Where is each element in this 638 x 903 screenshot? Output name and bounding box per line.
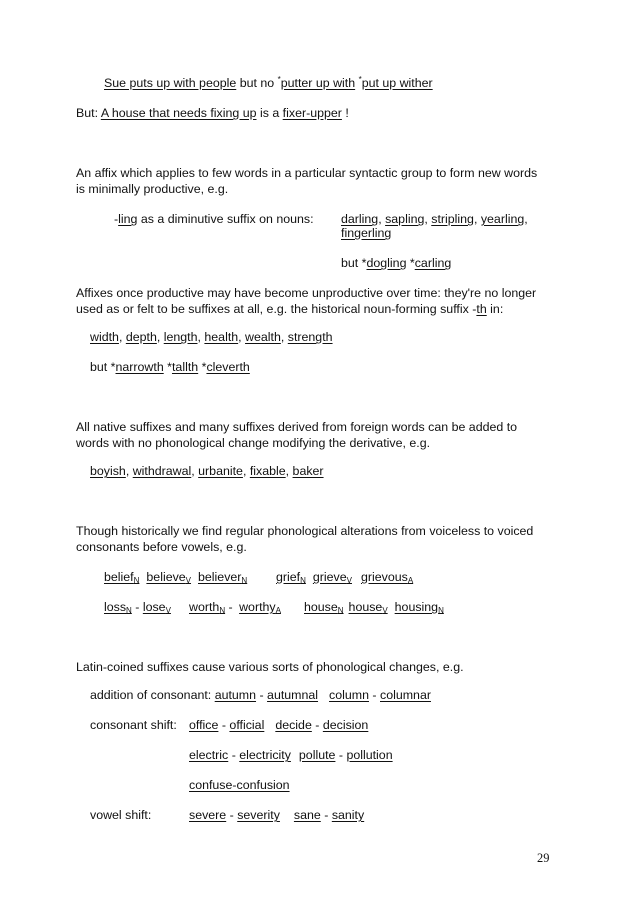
paragraph-line: Affixes once productive may have become unproductive over time: they're no longer — [76, 286, 537, 300]
th-counterexamples: but *narrowth *tallth *cleverth — [90, 360, 250, 374]
alternation-row-2: loss$_N$ - lose$_V$ — [104, 600, 171, 615]
example-line-fixer-upper: But: A house that needs fixing up is a fixer-upper ! — [76, 106, 349, 120]
addition-of-consonant-row: addition of consonant: autumn - autumnal column - columnar — [90, 688, 431, 702]
paragraph-line: is minimally productive, e.g. — [76, 182, 229, 196]
paragraph-line: An affix which applies to few words in a particular syntactic group to form new words — [76, 166, 538, 180]
paragraph-line: All native suffixes and many suffixes derived from foreign words can be added to — [76, 420, 518, 434]
alternation-row-2b: worth$_N$ - worthy$_A$ — [189, 600, 281, 615]
phrase: Sue puts up with people — [104, 76, 237, 90]
ling-examples-cont: fingerling — [341, 226, 392, 240]
consonant-shift-row-3: confuse-confusion — [189, 778, 290, 792]
consonant-shift-label: consonant shift: — [90, 718, 177, 732]
paragraph-line: used as or felt to be suffixes at all, e.g. the historical noun-forming suffix -th in: — [76, 302, 504, 316]
alternation-row-2c: house$_N$ house$_V$ housing$_N$ — [304, 600, 444, 615]
alternation-row-1: belief$_N$ believe$_V$ believer$_N$ — [104, 570, 248, 585]
paragraph-line: Though historically we find regular phonological alterations from voiceless to voiced — [76, 524, 534, 538]
native-suffix-examples: boyish, withdrawal, urbanite, fixable, baker — [90, 464, 324, 478]
paragraph-line: Latin-coined suffixes cause various sorts of phonological changes, e.g. — [76, 660, 464, 674]
ling-examples: darling, sapling, stripling, yearling, — [341, 212, 528, 226]
ling-description: -ling as a diminutive suffix on nouns: — [114, 212, 314, 226]
paragraph-line: words with no phonological change modifying the derivative, e.g. — [76, 436, 431, 450]
th-examples: width, depth, length, health, wealth, strength — [90, 330, 333, 344]
consonant-shift-row-2: electric - electricity pollute - pollution — [189, 748, 393, 762]
consonant-shift-row-1: office - official decide - decision — [189, 718, 369, 732]
alternation-row-1b: grief$_N$ grieve$_V$ grievous$_A$ — [276, 570, 414, 585]
paragraph-line: consonants before vowels, e.g. — [76, 540, 247, 554]
vowel-shift-row: severe - severity sane - sanity — [189, 808, 365, 822]
page-number: 29 — [537, 851, 550, 865]
example-line-putter: Sue puts up with people but no *putter up with *put up wither — [104, 75, 433, 90]
ling-counterexamples: but *dogling *carling — [341, 256, 452, 270]
vowel-shift-label: vowel shift: — [90, 808, 152, 822]
